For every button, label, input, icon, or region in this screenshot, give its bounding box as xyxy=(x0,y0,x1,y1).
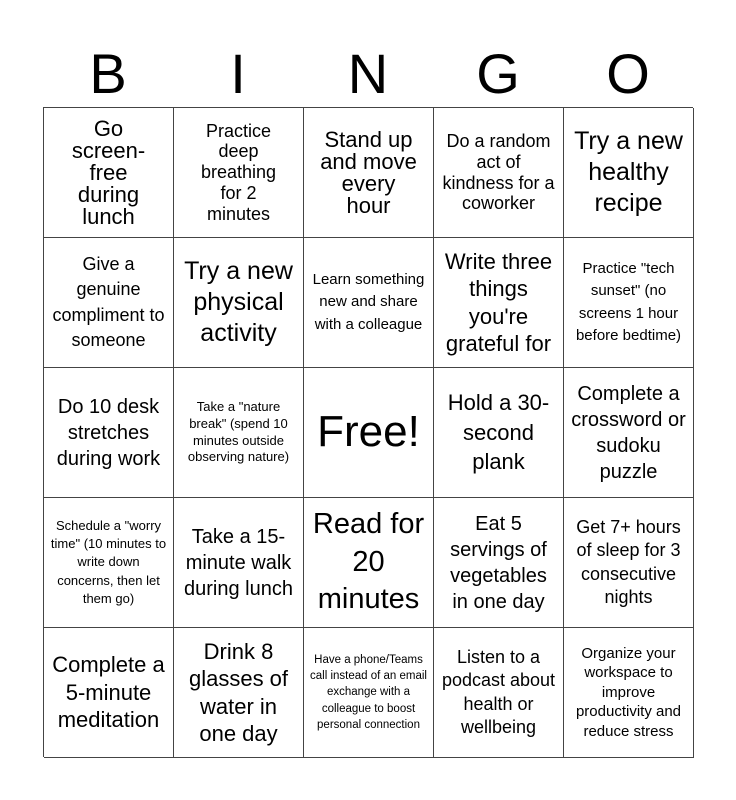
free-space-text: Free! xyxy=(317,407,420,457)
bingo-header xyxy=(43,42,693,106)
bingo-cell[interactable] xyxy=(174,628,304,758)
cell-text: Practice "tech sunset" (no screens 1 hour before bedtime) xyxy=(575,259,682,344)
bingo-cell[interactable] xyxy=(564,108,694,238)
bingo-cell[interactable] xyxy=(304,368,434,498)
cell-text: Stand up and move every hour xyxy=(320,126,417,218)
cell-text: Complete a 5-minute meditation xyxy=(52,652,165,733)
bingo-cell[interactable] xyxy=(564,368,694,498)
bingo-cell[interactable] xyxy=(44,238,174,368)
bingo-cell[interactable] xyxy=(564,238,694,368)
bingo-cell[interactable] xyxy=(304,628,434,758)
header-letter-n: N xyxy=(347,42,389,105)
bingo-cell[interactable] xyxy=(434,238,564,368)
cell-text: Listen to a podcast about health or wellbeing xyxy=(441,646,556,737)
bingo-cell[interactable] xyxy=(44,108,174,238)
header-letter-g: G xyxy=(476,42,520,105)
header-letter-b: B xyxy=(89,42,127,105)
cell-text: Learn something new and share with a colleague xyxy=(312,270,425,333)
bingo-cell[interactable] xyxy=(564,498,694,628)
bingo-cell[interactable] xyxy=(174,238,304,368)
cell-text: Take a 15-minute walk during lunch xyxy=(184,525,293,600)
cell-text: Practice deep breathing for 2 minutes xyxy=(200,120,277,224)
bingo-cell[interactable] xyxy=(434,628,564,758)
bingo-cell[interactable] xyxy=(44,368,174,498)
bingo-cell[interactable] xyxy=(304,108,434,238)
cell-text: Eat 5 servings of vegetables in one day xyxy=(450,512,547,613)
bingo-cell[interactable] xyxy=(434,108,564,238)
cell-text: Do a random act of kindness for a coworker xyxy=(442,131,555,214)
header-letter-o: O xyxy=(606,42,650,105)
bingo-cell[interactable] xyxy=(434,498,564,628)
cell-text: Read for 20 minutes xyxy=(312,507,425,616)
cell-text: Give a genuine compliment to someone xyxy=(52,254,165,350)
cell-text: Have a phone/Teams call instead of an email exchange with a colleague to boost personal connection xyxy=(310,654,427,731)
bingo-cell[interactable] xyxy=(44,498,174,628)
cell-text: Get 7+ hours of sleep for 3 consecutive nights xyxy=(576,516,681,607)
cell-text: Hold a 30-second plank xyxy=(447,389,550,475)
bingo-cell[interactable] xyxy=(304,498,434,628)
cell-text: Take a "nature break" (spend 10 minutes outside observing nature) xyxy=(187,398,290,465)
bingo-cell[interactable] xyxy=(434,368,564,498)
cell-text: Try a new healthy recipe xyxy=(574,126,683,218)
cell-text: Schedule a "worry time" (10 minutes to write down concerns, then let them go) xyxy=(50,518,167,606)
bingo-board xyxy=(43,107,693,757)
bingo-cell[interactable] xyxy=(304,238,434,368)
cell-text: Write three things you're grateful for xyxy=(444,248,553,356)
bingo-cell[interactable] xyxy=(564,628,694,758)
cell-text: Do 10 desk stretches during work xyxy=(56,395,161,470)
bingo-cell[interactable] xyxy=(174,108,304,238)
bingo-cell[interactable] xyxy=(174,368,304,498)
cell-text: Try a new physical activity xyxy=(184,256,293,348)
bingo-cell[interactable] xyxy=(44,628,174,758)
cell-text: Complete a crossword or sudoku puzzle xyxy=(571,382,686,483)
cell-text: Go screen-free during lunch xyxy=(71,115,146,229)
cell-text: Drink 8 glasses of water in one day xyxy=(188,638,289,746)
bingo-cell[interactable] xyxy=(174,498,304,628)
header-letter-i: I xyxy=(230,42,246,105)
cell-text: Organize your workspace to improve productivity and reduce stress xyxy=(575,644,682,740)
